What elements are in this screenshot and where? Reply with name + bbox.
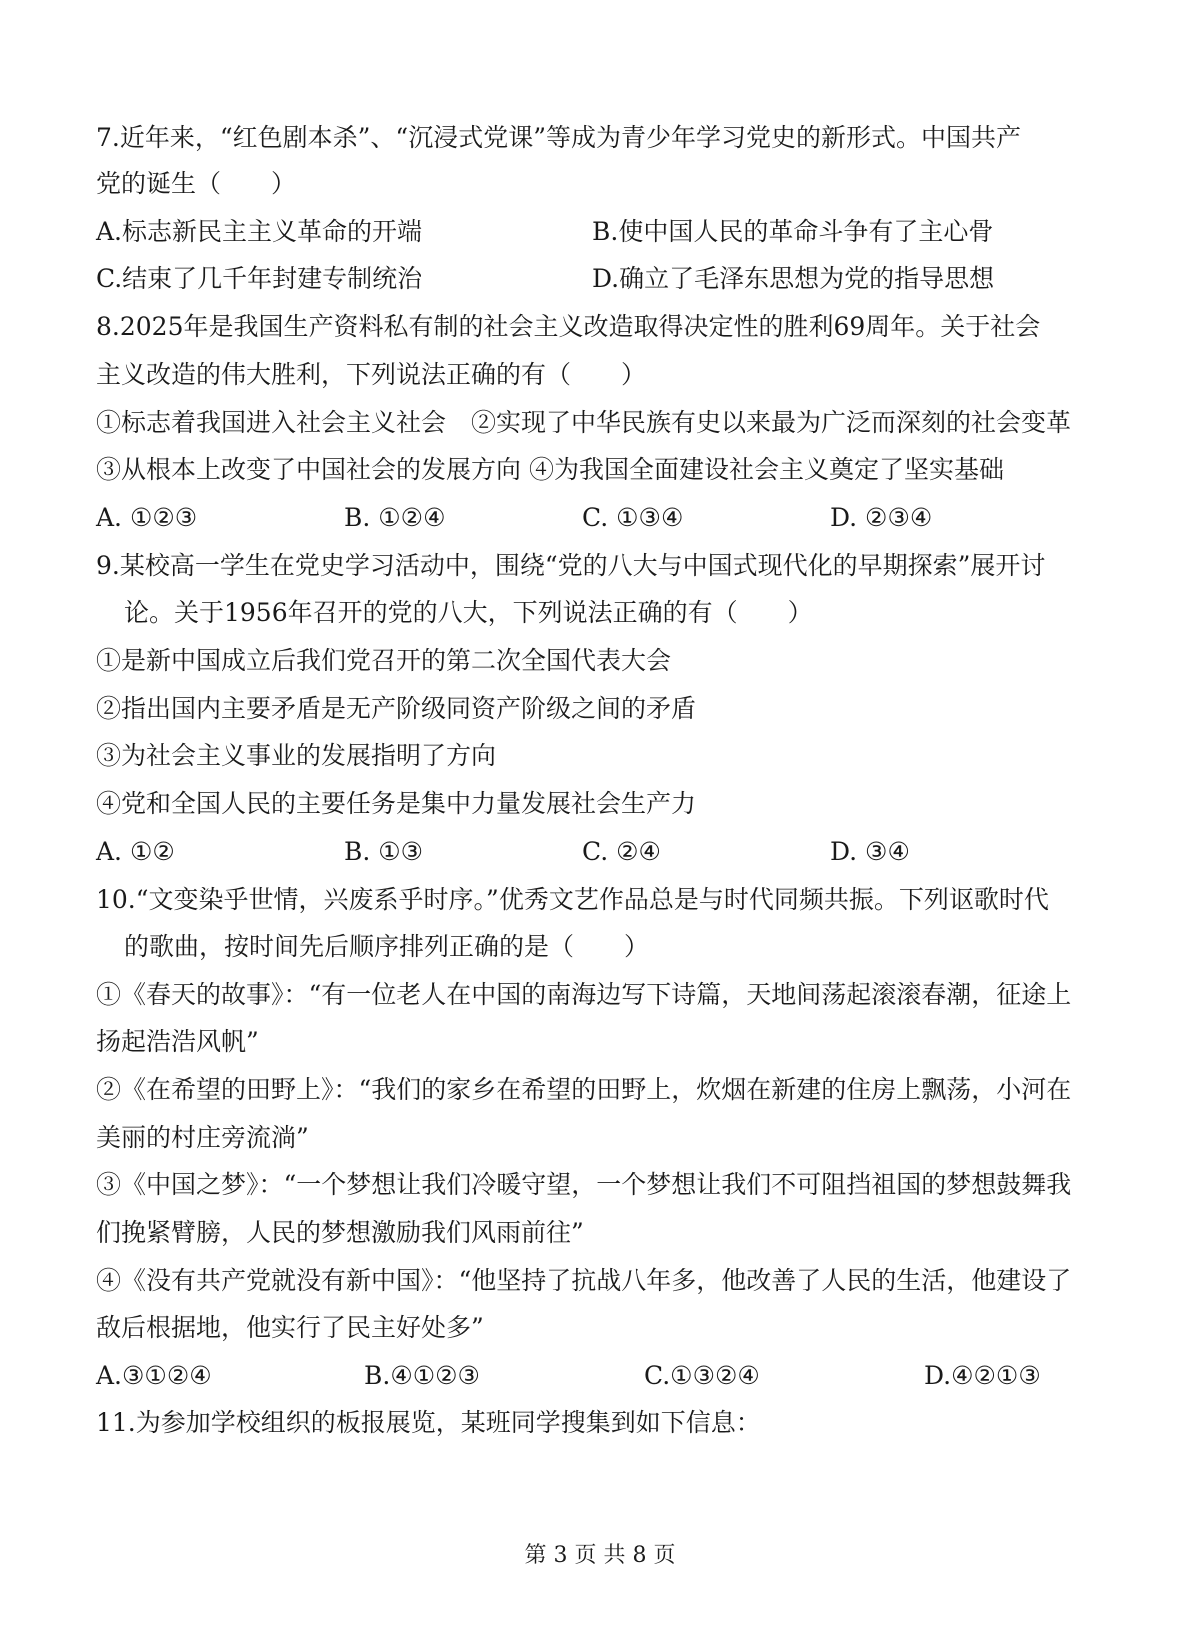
q8-stem-line1: 8.2025年是我国生产资料私有制的社会主义改造取得决定性的胜利69周年。关于社会 — [96, 312, 1041, 341]
q9-stem-line2: 论。关于1956年召开的党的八大，下列说法正确的有（ ） — [124, 598, 813, 627]
q9-option-b[interactable]: B. ①③ — [344, 837, 424, 866]
q10-statement-1-line1: ①《春天的故事》：“有一位老人在中国的南海边写下诗篇，天地间荡起滚滚春潮，征途上 — [96, 980, 1072, 1009]
q10-statement-3-line2: 们挽紧臂膀，人民的梦想激励我们风雨前往” — [96, 1218, 584, 1247]
q10-option-c[interactable]: C.①③②④ — [644, 1361, 760, 1390]
q8-statements-line2: ③从根本上改变了中国社会的发展方向 ④为我国全面建设社会主义奠定了坚实基础 — [96, 455, 1004, 484]
q7-option-c[interactable]: C.结束了几千年封建专制统治 — [96, 264, 423, 293]
q7-stem-line2: 党的诞生（ ） — [96, 169, 297, 198]
q10-statement-3-line1: ③《中国之梦》：“一个梦想让我们冷暖守望，一个梦想让我们不可阻挡祖国的梦想鼓舞我 — [96, 1170, 1072, 1199]
q7-option-d[interactable]: D.确立了毛泽东思想为党的指导思想 — [592, 264, 995, 293]
q8-stem-line2: 主义改造的伟大胜利，下列说法正确的有（ ） — [96, 360, 647, 389]
q10-stem-line2: 的歌曲，按时间先后顺序排列正确的是（ ） — [124, 932, 650, 961]
q10-option-a[interactable]: A.③①②④ — [96, 1361, 212, 1390]
q9-statement-2: ②指出国内主要矛盾是无产阶级同资产阶级之间的矛盾 — [96, 694, 697, 723]
q8-option-c[interactable]: C. ①③④ — [582, 503, 684, 532]
q10-statement-4-line1: ④《没有共产党就没有新中国》：“他坚持了抗战八年多，他改善了人民的生活，他建设了 — [96, 1266, 1072, 1295]
q9-statement-4: ④党和全国人民的主要任务是集中力量发展社会生产力 — [96, 789, 697, 818]
page-number-footer: 第 3 页 共 8 页 — [524, 1543, 676, 1568]
q7-option-a[interactable]: A.标志新民主主义革命的开端 — [96, 217, 423, 246]
q10-statement-2-line1: ②《在希望的田野上》：“我们的家乡在希望的田野上，炊烟在新建的住房上飘荡，小河在 — [96, 1075, 1072, 1104]
q10-stem-line1: 10.“文变染乎世情，兴废系乎时序。”优秀文艺作品总是与时代同频共振。下列讴歌时代 — [96, 885, 1049, 914]
q8-option-d[interactable]: D. ②③④ — [830, 503, 933, 532]
q10-option-d[interactable]: D.④②①③ — [924, 1361, 1041, 1390]
q9-option-a[interactable]: A. ①② — [96, 837, 175, 866]
q7-option-b[interactable]: B.使中国人民的革命斗争有了主心骨 — [592, 217, 994, 246]
q11-stem-line1: 11.为参加学校组织的板报展览，某班同学搜集到如下信息： — [96, 1408, 761, 1437]
q10-statement-4-line2: 敌后根据地，他实行了民主好处多” — [96, 1313, 484, 1342]
q9-option-d[interactable]: D. ③④ — [830, 837, 910, 866]
q10-statement-2-line2: 美丽的村庄旁流淌” — [96, 1123, 309, 1152]
q8-option-a[interactable]: A. ①②③ — [96, 503, 198, 532]
q9-stem-line1: 9.某校高一学生在党史学习活动中，围绕“党的八大与中国式现代化的早期探索”展开讨 — [96, 551, 1046, 580]
q9-option-c[interactable]: C. ②④ — [582, 837, 661, 866]
q9-statement-1: ①是新中国成立后我们党召开的第二次全国代表大会 — [96, 646, 672, 675]
q8-option-b[interactable]: B. ①②④ — [344, 503, 446, 532]
q10-statement-1-line2: 扬起浩浩风帆” — [96, 1027, 259, 1056]
q10-option-b[interactable]: B.④①②③ — [364, 1361, 480, 1390]
q8-statements-line1: ①标志着我国进入社会主义社会 ②实现了中华民族有史以来最为广泛而深刻的社会变革 — [96, 408, 1072, 437]
q7-stem-line1: 7.近年来，“红色剧本杀”、“沉浸式党课”等成为青少年学习党史的新形式。中国共产 — [96, 123, 1021, 152]
q9-statement-3: ③为社会主义事业的发展指明了方向 — [96, 741, 497, 770]
